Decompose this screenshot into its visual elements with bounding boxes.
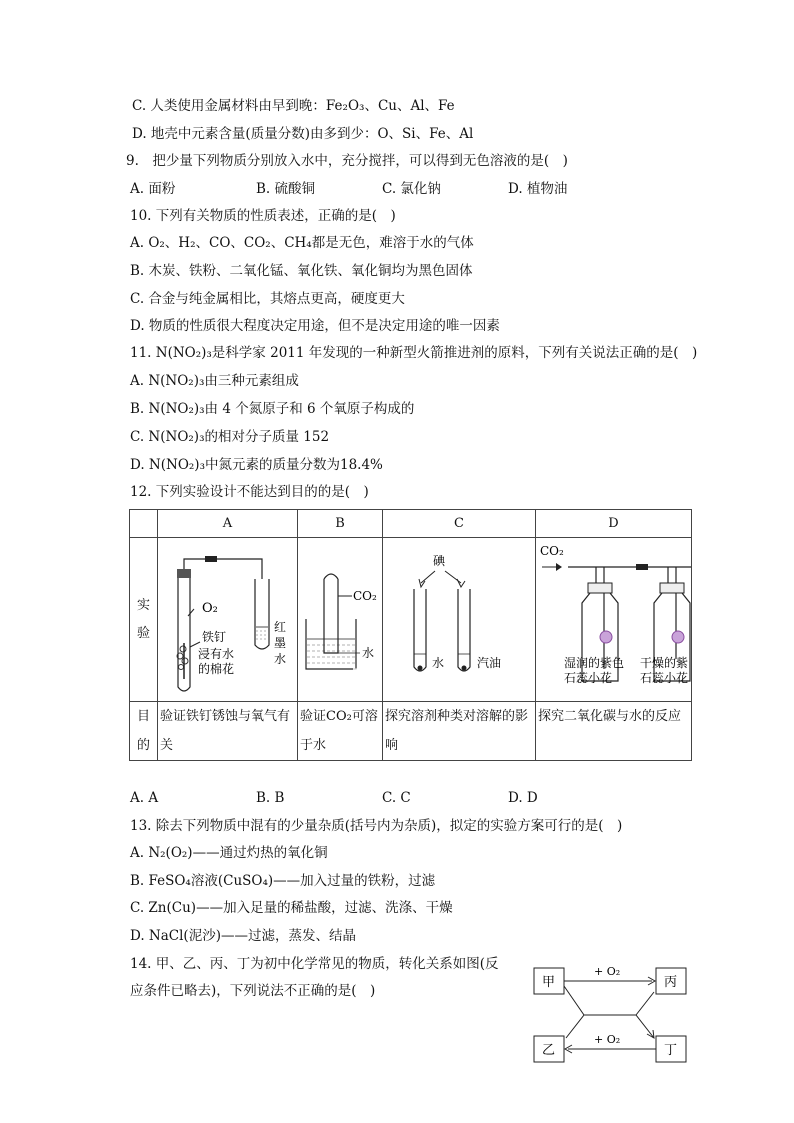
purpose-b: 验证CO₂可溶于水 [298,702,383,761]
flower-dry [672,631,684,643]
q13-option-c: C. Zn(Cu)——加入足量的稀盐酸，过滤、洗涤、干燥 [130,900,453,916]
figure-d [536,538,692,702]
stopper [177,569,191,578]
header-b: B [298,510,383,538]
co2-label: CO₂ [353,588,377,603]
q9-options [130,180,690,198]
label-ding: 丁 [664,1043,678,1058]
q10-option-a: A. O₂、H₂、CO、CO₂、CH₄都是无色，难溶于水的气体 [130,235,474,251]
experiment-table [129,509,691,759]
arrow-jia-ding [564,986,654,1038]
flower-wet [600,631,612,643]
q14-stem-line1: 14. 甲、乙、丙、丁为初中化学常见的物质，转化关系如图(反 [130,956,499,972]
q11-option-d: D. N(NO₂)₃中氮元素的质量分数为18.4% [130,457,383,473]
q9-option-d: D. 植物油 [508,181,568,197]
top-arrow-label: + O₂ [594,965,621,978]
q12-options [130,789,690,807]
label-yi: 乙 [542,1043,556,1058]
q12-option-b: B. B [256,790,285,806]
q13-option-b: B. FeSO₄溶液(CuSO₄)——加入过量的铁粉，过滤 [130,873,436,889]
figure-a [158,538,298,702]
cotton-label-2: 的棉花 [198,661,235,676]
q12-option-c: C. C [382,790,411,806]
iodine-label: 碘 [433,553,446,568]
o2-label: O₂ [202,600,218,616]
clamp [205,556,217,562]
figure-c [383,538,536,702]
label-jia: 甲 [542,975,556,990]
water-label-b: 水 [362,645,375,660]
q11-option-c: C. N(NO₂)₃的相对分子质量 152 [130,429,330,445]
gasoline-label: 汽油 [477,655,502,670]
q10-option-c: C. 合金与纯金属相比，其熔点更高，硬度更大 [130,291,405,307]
header-c: C [383,510,536,538]
q9-stem: 9. 把少量下列物质分别放入水中，充分搅拌，可以得到无色溶液的是( ) [126,153,568,169]
q13-stem: 13. 除去下列物质中混有的少量杂质(括号内为杂质)，拟定的实验方案可行的是( ) [130,818,623,834]
row-label-experiment: 实验 [130,538,158,702]
dry-label-2: 石蕊小花 [640,670,689,685]
ink-label-2: 墨 [274,635,287,650]
q9-option-a: A. 面粉 [130,181,176,197]
q10-stem: 10. 下列有关物质的性质表述，正确的是( ) [130,208,396,224]
test-tube-gasoline [458,589,470,671]
q12-option-a: A. A [130,790,159,806]
water-label-c: 水 [432,655,445,670]
q12-option-d: D. D [508,790,538,806]
q9-option-b: B. 硫酸铜 [256,181,316,197]
table-corner [130,510,158,538]
inverted-tube [324,579,338,653]
q11-option-b: B. N(NO₂)₃由 4 个氮原子和 6 个氧原子构成的 [130,401,415,417]
q14-stem-line2: 应条件已略去)，下列说法不正确的是( ) [130,983,376,999]
row-label-purpose: 目的 [130,702,158,761]
test-tube-water [414,589,426,671]
figure-b [298,538,383,702]
q13-option-a: A. N₂(O₂)——通过灼热的氧化铜 [130,845,328,861]
ink-label-3: 水 [274,651,287,666]
header-a: A [158,510,298,538]
dry-label-1: 干燥的紫 [640,655,689,670]
stopper-left [588,583,612,593]
purpose-a: 验证铁钉锈蚀与氧气有关 [158,702,298,761]
u-tube [255,579,269,649]
connecting-tube [184,559,262,579]
q10-option-d: D. 物质的性质很大程度决定用途，但不是决定用途的唯一因素 [130,318,500,334]
beaker [306,619,356,669]
q13-option-d: D. NaCl(泥沙)——过滤，蒸发、结晶 [130,928,356,944]
ink-label-1: 红 [274,619,287,634]
cotton-label-1: 浸有水 [198,646,235,661]
q9-option-c: C. 氯化钠 [382,181,441,197]
q8-option-d: D. 地壳中元素含量(质量分数)由多到少：O、Si、Fe、Al [132,126,474,142]
q10-option-b: B. 木炭、铁粉、二氧化锰、氧化铁、氧化铜均为黑色固体 [130,263,473,279]
q12-stem: 12. 下列实验设计不能达到目的的是( ) [130,484,369,500]
clamp-d [636,564,648,570]
bottom-arrow-label: + O₂ [594,1033,621,1046]
q11-option-a: A. N(NO₂)₃由三种元素组成 [130,373,299,389]
stopper-right [660,583,684,593]
purpose-d: 探究二氧化碳与水的反应 [536,702,692,761]
nail-label: 铁钉 [202,629,227,644]
label-bing: 丙 [664,975,678,990]
header-d: D [536,510,692,538]
branch-to-bing [636,992,654,1015]
transformation-diagram [530,962,690,1064]
branch-to-yi [566,1015,584,1038]
q11-stem: 11. N(NO₂)₃是科学家 2011 年发现的一种新型火箭推进剂的原料，下列有关说法正确的是( ) [130,345,698,361]
wet-label-2: 石蕊小花 [564,670,613,685]
wet-label-1: 湿润的紫色 [564,655,625,670]
purpose-c: 探究溶剂种类对溶解的影响 [383,702,536,761]
q8-option-c: C. 人类使用金属材料由早到晚：Fe₂O₃、Cu、Al、Fe [132,98,455,114]
co2-inlet-label: CO₂ [540,543,564,558]
